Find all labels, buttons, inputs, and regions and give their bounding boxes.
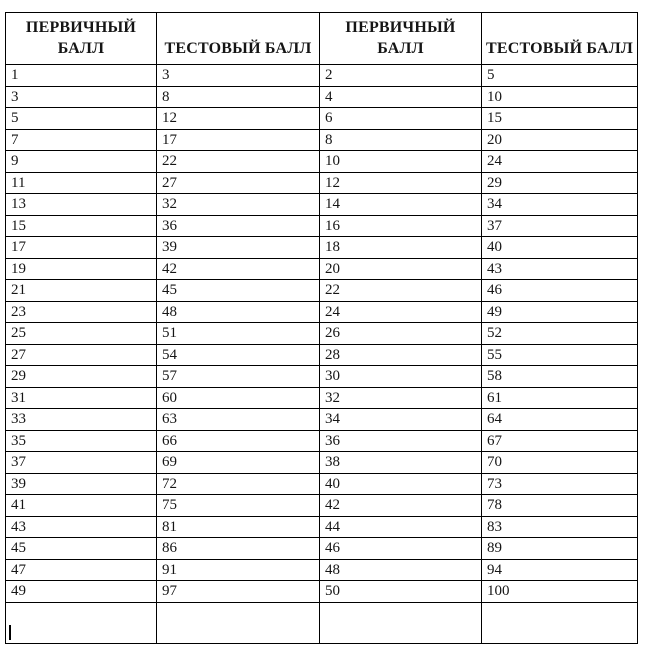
cell-test-score[interactable]: 73: [482, 473, 638, 495]
cell-test-score[interactable]: 54: [157, 344, 320, 366]
cell-primary-score[interactable]: [6, 602, 157, 643]
cell-primary-score[interactable]: 39: [6, 473, 157, 495]
cell-test-score[interactable]: 66: [157, 430, 320, 452]
table-row: [6, 516, 638, 538]
table-row: [6, 237, 638, 259]
cell-test-score[interactable]: 83: [482, 516, 638, 538]
cell-test-score[interactable]: 49: [482, 301, 638, 323]
cell-primary-score[interactable]: 7: [6, 129, 157, 151]
cell-test-score[interactable]: 24: [482, 151, 638, 173]
table-row: [6, 301, 638, 323]
cell-test-score[interactable]: 78: [482, 495, 638, 517]
cell-primary-score[interactable]: 10: [320, 151, 482, 173]
cell-primary-score[interactable]: 33: [6, 409, 157, 431]
cell-test-score[interactable]: 75: [157, 495, 320, 517]
cell-primary-score[interactable]: 48: [320, 559, 482, 581]
table-row: [6, 323, 638, 345]
cell-primary-score[interactable]: [320, 602, 482, 643]
cell-primary-score[interactable]: 40: [320, 473, 482, 495]
cell-test-score[interactable]: 5: [482, 65, 638, 87]
cell-test-score[interactable]: 97: [157, 581, 320, 603]
cell-primary-score[interactable]: 28: [320, 344, 482, 366]
cell-test-score[interactable]: 64: [482, 409, 638, 431]
cell-primary-score[interactable]: 23: [6, 301, 157, 323]
cell-test-score[interactable]: 29: [482, 172, 638, 194]
cell-primary-score[interactable]: 19: [6, 258, 157, 280]
table-row: [6, 151, 638, 173]
cell-test-score[interactable]: 51: [157, 323, 320, 345]
cell-primary-score[interactable]: 24: [320, 301, 482, 323]
table-row: [6, 387, 638, 409]
cell-test-score[interactable]: 69: [157, 452, 320, 474]
cell-test-score[interactable]: 94: [482, 559, 638, 581]
document-page: [0, 12, 650, 649]
cell-primary-score[interactable]: 13: [6, 194, 157, 216]
cell-primary-score[interactable]: 14: [320, 194, 482, 216]
cell-primary-score[interactable]: 21: [6, 280, 157, 302]
cell-primary-score[interactable]: 30: [320, 366, 482, 388]
cell-primary-score[interactable]: 45: [6, 538, 157, 560]
cell-test-score[interactable]: 67: [482, 430, 638, 452]
cell-test-score[interactable]: 8: [157, 86, 320, 108]
score-conversion-table: [5, 12, 638, 644]
cell-primary-score[interactable]: 38: [320, 452, 482, 474]
table-row: [6, 215, 638, 237]
table-row: [6, 65, 638, 87]
cell-test-score[interactable]: 17: [157, 129, 320, 151]
cell-test-score[interactable]: [157, 602, 320, 643]
cell-primary-score[interactable]: 5: [6, 108, 157, 130]
cell-test-score[interactable]: 27: [157, 172, 320, 194]
cell-primary-score[interactable]: 27: [6, 344, 157, 366]
cell-primary-score[interactable]: 15: [6, 215, 157, 237]
cell-primary-score[interactable]: 3: [6, 86, 157, 108]
table-row: [6, 344, 638, 366]
cell-primary-score[interactable]: 31: [6, 387, 157, 409]
cell-test-score[interactable]: 10: [482, 86, 638, 108]
header-test-score-1[interactable]: [157, 13, 320, 65]
cell-test-score[interactable]: 34: [482, 194, 638, 216]
cell-primary-score[interactable]: 4: [320, 86, 482, 108]
cell-primary-score[interactable]: 44: [320, 516, 482, 538]
cell-test-score[interactable]: 22: [157, 151, 320, 173]
cell-primary-score[interactable]: 32: [320, 387, 482, 409]
table-row: [6, 602, 638, 643]
header-test-score-2-label: ТЕСТОВЫЙ БАЛЛ: [486, 40, 633, 57]
table-row: [6, 538, 638, 560]
header-primary-score-2[interactable]: [320, 13, 482, 65]
cell-test-score[interactable]: 86: [157, 538, 320, 560]
cell-test-score[interactable]: 63: [157, 409, 320, 431]
table-row: [6, 86, 638, 108]
cell-test-score[interactable]: 70: [482, 452, 638, 474]
table-row: [6, 409, 638, 431]
cell-primary-score[interactable]: 42: [320, 495, 482, 517]
cell-test-score[interactable]: 46: [482, 280, 638, 302]
header-test-score-1-label: ТЕСТОВЫЙ БАЛЛ: [164, 40, 312, 57]
cell-primary-score[interactable]: 46: [320, 538, 482, 560]
cell-test-score[interactable]: 15: [482, 108, 638, 130]
table-row: [6, 366, 638, 388]
cell-primary-score[interactable]: 26: [320, 323, 482, 345]
cell-primary-score[interactable]: 29: [6, 366, 157, 388]
cell-primary-score[interactable]: 9: [6, 151, 157, 173]
header-test-score-2[interactable]: [482, 13, 638, 65]
cell-primary-score[interactable]: 12: [320, 172, 482, 194]
cell-test-score[interactable]: 32: [157, 194, 320, 216]
cell-primary-score[interactable]: 35: [6, 430, 157, 452]
cell-primary-score[interactable]: 2: [320, 65, 482, 87]
table-row: [6, 258, 638, 280]
cell-primary-score[interactable]: 16: [320, 215, 482, 237]
cell-test-score[interactable]: 40: [482, 237, 638, 259]
cell-test-score[interactable]: 43: [482, 258, 638, 280]
cell-test-score[interactable]: 37: [482, 215, 638, 237]
text-caret: [9, 625, 11, 640]
cell-test-score[interactable]: 100: [482, 581, 638, 603]
cell-primary-score[interactable]: 1: [6, 65, 157, 87]
table-row: [6, 473, 638, 495]
table-row: [6, 430, 638, 452]
cell-primary-score[interactable]: 34: [320, 409, 482, 431]
cell-test-score[interactable]: 39: [157, 237, 320, 259]
cell-primary-score[interactable]: 6: [320, 108, 482, 130]
cell-primary-score[interactable]: 49: [6, 581, 157, 603]
cell-test-score[interactable]: 42: [157, 258, 320, 280]
cell-primary-score[interactable]: 18: [320, 237, 482, 259]
cell-primary-score[interactable]: 17: [6, 237, 157, 259]
cell-primary-score[interactable]: 41: [6, 495, 157, 517]
table-row: [6, 452, 638, 474]
cell-test-score[interactable]: 3: [157, 65, 320, 87]
cell-primary-score[interactable]: 8: [320, 129, 482, 151]
cell-test-score[interactable]: 91: [157, 559, 320, 581]
cell-test-score[interactable]: 81: [157, 516, 320, 538]
cell-test-score[interactable]: 57: [157, 366, 320, 388]
cell-test-score[interactable]: 72: [157, 473, 320, 495]
cell-primary-score[interactable]: 47: [6, 559, 157, 581]
cell-test-score[interactable]: 20: [482, 129, 638, 151]
cell-test-score[interactable]: 58: [482, 366, 638, 388]
table-row: [6, 129, 638, 151]
cell-primary-score[interactable]: 11: [6, 172, 157, 194]
table-row: [6, 280, 638, 302]
cell-test-score[interactable]: 89: [482, 538, 638, 560]
cell-primary-score[interactable]: 37: [6, 452, 157, 474]
cell-primary-score[interactable]: 50: [320, 581, 482, 603]
cell-primary-score[interactable]: 20: [320, 258, 482, 280]
table-row: [6, 559, 638, 581]
cell-primary-score[interactable]: 22: [320, 280, 482, 302]
header-primary-score-1-label: ПЕРВИЧНЫЙ БАЛЛ: [25, 19, 137, 57]
cell-test-score[interactable]: [482, 602, 638, 643]
cell-test-score[interactable]: 12: [157, 108, 320, 130]
header-primary-score-1[interactable]: [6, 13, 157, 65]
header-row: [6, 13, 638, 65]
cell-test-score[interactable]: 45: [157, 280, 320, 302]
cell-primary-score[interactable]: 25: [6, 323, 157, 345]
table-row: [6, 172, 638, 194]
cell-test-score[interactable]: 55: [482, 344, 638, 366]
table-row: [6, 495, 638, 517]
cell-test-score[interactable]: 61: [482, 387, 638, 409]
table-row: [6, 194, 638, 216]
header-primary-score-2-label: ПЕРВИЧНЫЙ БАЛЛ: [345, 19, 456, 57]
cell-primary-score[interactable]: 43: [6, 516, 157, 538]
table-row: [6, 581, 638, 603]
cell-primary-score[interactable]: 36: [320, 430, 482, 452]
cell-test-score[interactable]: 36: [157, 215, 320, 237]
table-row: [6, 108, 638, 130]
cell-test-score[interactable]: 48: [157, 301, 320, 323]
table-body: [6, 65, 638, 644]
cell-test-score[interactable]: 60: [157, 387, 320, 409]
cell-test-score[interactable]: 52: [482, 323, 638, 345]
